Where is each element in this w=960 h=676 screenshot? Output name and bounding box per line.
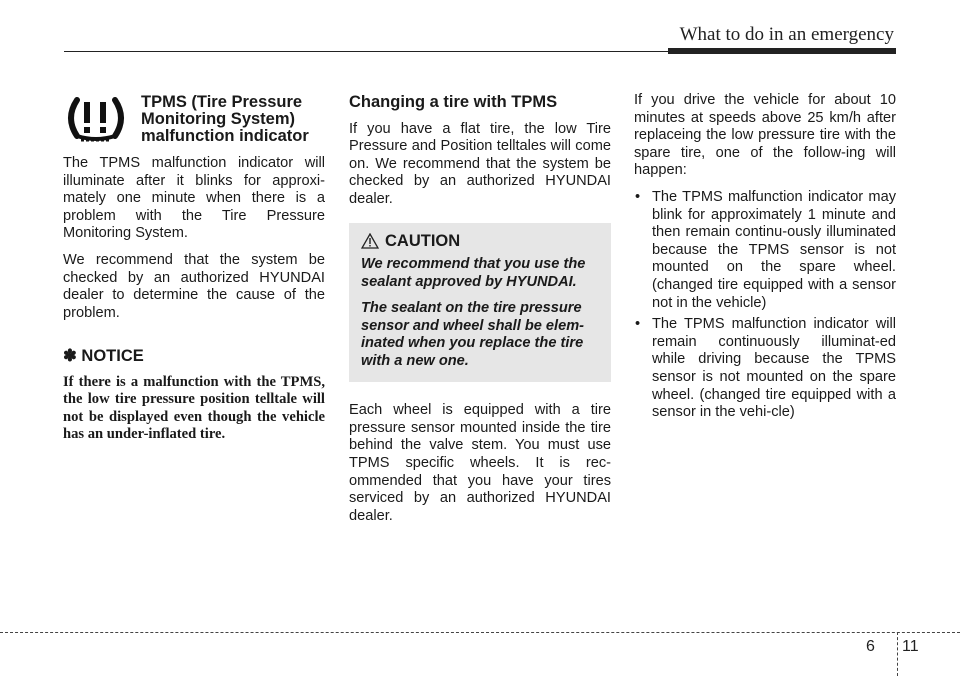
bullet-symbol: • — [635, 188, 641, 205]
tpms-paragraph: The TPMS malfunction indicator will illuminate after it blinks for approxi-mately one minute when there is a problem with the Tire Pressure Monitoring System. — [63, 155, 325, 242]
changing-tire-heading: Changing a tire with TPMS — [349, 93, 558, 111]
list-item-text: The TPMS malfunction indicator will remain continuously illuminat-ed while driving because the TPMS sensor is not mounted on the spare wheel. (changed tire equipped with a sensor in the vehi-cle) — [652, 316, 896, 421]
flat-tire-paragraph: If you have a flat tire, the low Tire Pressure and Position telltales will come on. We recommend that the system be checked by an authorized HYUNDAI dealer. — [349, 120, 611, 207]
caution-paragraph-1: We recommend that you use the sealant approved by HYUNDAI. — [361, 256, 586, 290]
column-left — [63, 92, 325, 453]
notice-heading-text: NOTICE — [81, 347, 144, 366]
tpms-heading-block — [63, 92, 325, 145]
caution-triangle-icon — [361, 233, 379, 249]
tpms-heading: TPMS (Tire Pressure Monitoring System) malfunction indicator — [141, 93, 309, 145]
caution-title-text: CAUTION — [385, 231, 461, 250]
notice-body: If there is a malfunction with the TPMS, the low tire pressure position telltale will not be displayed even though the vehicle has an under-inflated tire. — [63, 373, 325, 443]
list-item — [634, 316, 896, 422]
list-item-text: The TPMS malfunction indicator may blink for approximately 1 minute and then remain continu-ously illuminated because the TPMS sensor is not mounted on the spare wheel. (changed tire equipped with a sensor not in the vehicle) — [652, 188, 896, 311]
notice-symbol: ✽ — [63, 347, 77, 366]
caution-box — [349, 223, 611, 383]
footer-rule — [0, 632, 960, 633]
wheel-sensor-paragraph: Each wheel is equipped with a tire pressure sensor mounted inside the tire behind the valve stem. You must use TPMS specific wheels. It is rec-ommended that you have your tires serviced by an authorized HYUNDAI dealer. — [349, 402, 611, 524]
bullet-symbol: • — [635, 316, 641, 333]
footer-divider — [897, 632, 898, 676]
column-middle — [349, 92, 611, 534]
spare-tire-intro: If you drive the vehicle for about 10 minutes at speeds above 25 km/h after replaceing the low pressure tire with the spare tire, one of the follow-ing will happen: — [634, 92, 896, 179]
header-rule-accent — [668, 48, 896, 54]
column-right — [634, 92, 896, 426]
page-number: 11 — [902, 638, 919, 655]
chapter-number: 6 — [866, 638, 875, 655]
recommend-paragraph: We recommend that the system be checked by an authorized HYUNDAI dealer to determine the cause of the problem. — [63, 251, 325, 321]
list-item — [634, 189, 896, 312]
tpms-warning-icon — [63, 96, 129, 142]
notice-heading — [63, 348, 325, 366]
outcome-list — [634, 189, 896, 422]
caution-paragraph-2: The sealant on the tire pressure sensor and wheel shall be elem-inated when you replace the tire with a new one. — [361, 300, 585, 369]
page-header-title: What to do in an emergency — [679, 24, 894, 45]
caution-title — [361, 233, 601, 251]
